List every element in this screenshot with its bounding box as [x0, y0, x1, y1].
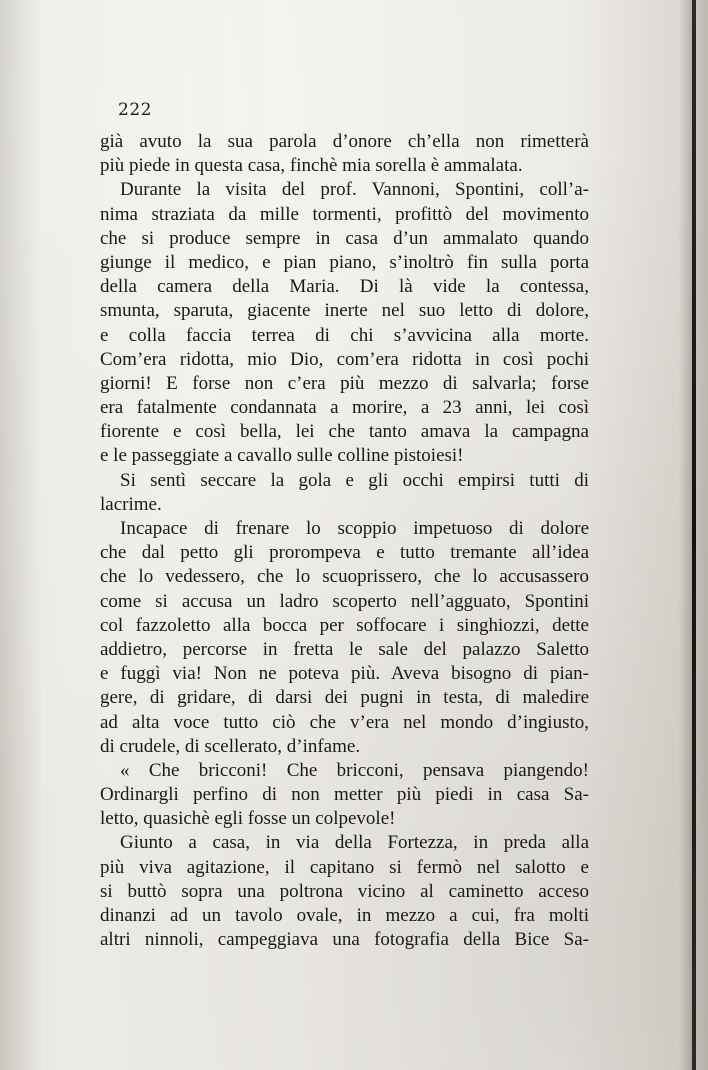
spine-shadow [678, 0, 692, 1070]
book-spine-edge [692, 0, 696, 1070]
text-line: che si produce sempre in casa d’un ammalato quando [100, 227, 589, 249]
text-line: Ordinargli perfino di non metter più piedi in casa Sa- [100, 784, 589, 806]
body-text [100, 130, 589, 952]
text-line: era fatalmente condannata a morire, a 23 anni, lei così [100, 397, 589, 419]
text-line: fiorente e così bella, lei che tanto amava la campagna [100, 421, 589, 443]
text-line: più viva agitazione, il capitano si fermò nel salotto e [100, 856, 589, 878]
text-line: addietro, percorse in fretta le sale del palazzo Saletto [100, 638, 589, 660]
text-line: come si accusa un ladro scoperto nell’agguato, Spontini [100, 590, 589, 612]
text-line: nima straziata da mille tormenti, profittò del movimento [100, 203, 589, 225]
text-line: Incapace di frenare lo scoppio impetuoso di dolore [120, 518, 589, 539]
text-line: giorni! E forse non c’era più mezzo di salvarla; forse [100, 372, 589, 394]
text-line: e fuggì via! Non ne poteva più. Aveva bisogno di pian- [100, 663, 589, 685]
text-line: gere, di gridare, di darsi dei pugni in testa, di maledire [100, 687, 589, 709]
text-line: altri ninnoli, campeggiava una fotografia della Bice Sa- [100, 929, 589, 951]
page-number: 222 [118, 100, 152, 120]
text-line: giunge il medico, e pian piano, s’inoltrò fin sulla porta [100, 251, 589, 273]
text-line: Giunto a casa, in via della Fortezza, in preda alla [120, 832, 589, 854]
text-line: lacrime. [100, 493, 162, 515]
text-line: smunta, sparuta, giacente inerte nel suo letto di dolore, [100, 300, 589, 322]
text-line: Si sentì seccare la gola e gli occhi empirsi tutti di [120, 469, 589, 491]
text-line: e le passeggiate a cavallo sulle colline pistoiesi! [100, 445, 464, 467]
text-line: col fazzoletto alla bocca per soffocare i singhiozzi, dette [100, 614, 589, 636]
text-line: « Che bricconi! Che bricconi, pensava piangendo! [120, 759, 589, 781]
text-line: che lo vedessero, che lo scuoprissero, che lo accusassero [100, 566, 589, 588]
text-line: Com’era ridotta, mio Dio, com’era ridotta in così pochi [100, 348, 589, 370]
text-line: e colla faccia terrea di chi s’avvicina alla morte. [100, 324, 589, 346]
text-line: ad alta voce tutto ciò che v’era nel mondo d’ingiusto, [100, 711, 589, 733]
text-line: letto, quasichè egli fosse un colpevole! [100, 808, 396, 830]
text-line: di crudele, di scellerato, d’infame. [100, 735, 361, 757]
text-line: si buttò sopra una poltrona vicino al caminetto acceso [100, 880, 589, 902]
text-line: Durante la visita del prof. Vannoni, Spontini, coll’a- [120, 179, 589, 201]
text-line: della camera della Maria. Di là vide la contessa, [100, 276, 589, 298]
text-line: più piede in questa casa, finchè mia sorella è ammalata. [100, 155, 523, 177]
text-line: che dal petto gli prorompeva e tutto tremante all’idea [100, 542, 589, 564]
text-line: già avuto la sua parola d’onore ch’ella non rimetterà [100, 131, 589, 152]
text-line: dinanzi ad un tavolo ovale, in mezzo a cui, fra molti [100, 905, 589, 926]
